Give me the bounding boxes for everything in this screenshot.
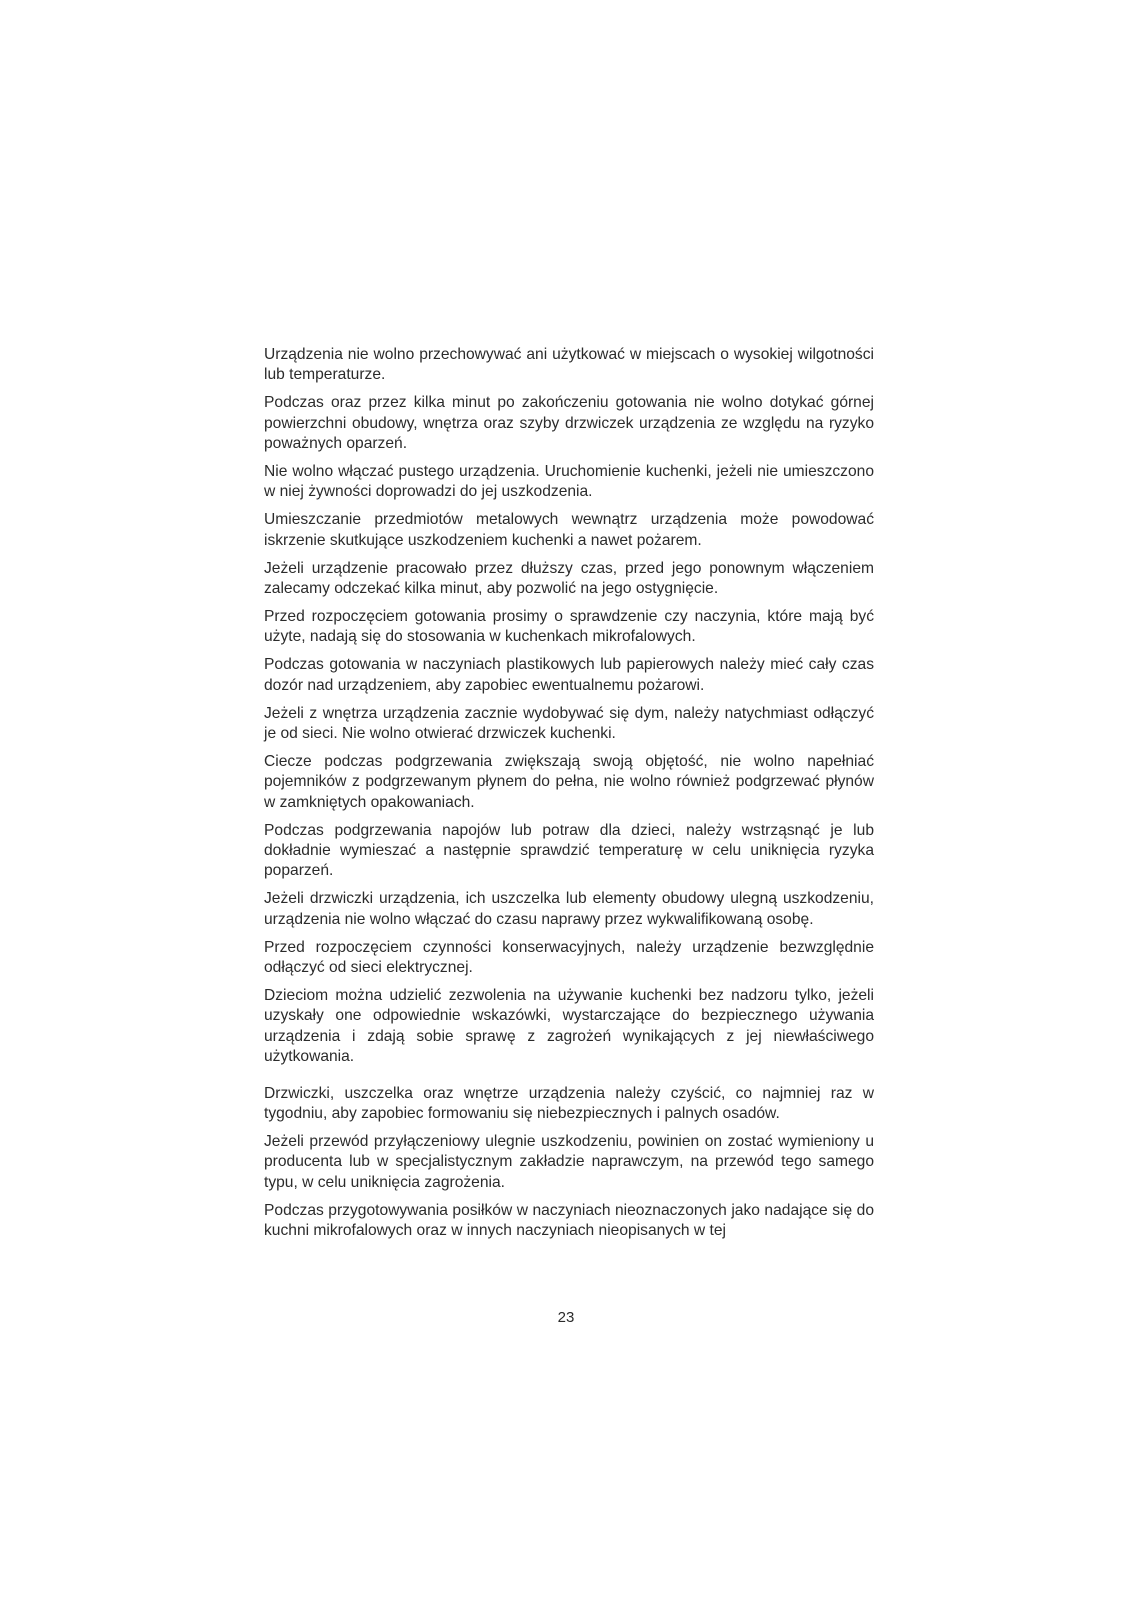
- paragraph-unmarked-cookware: Podczas przygotowywania posiłków w naczyniach nieoznaczonych jako nadające się do kuchni mikrofalowych oraz w innych naczyniach nieopisanych w tej: [264, 1201, 874, 1240]
- paragraph-baby-food-warning: Podczas podgrzewania napojów lub potraw dla dzieci, należy wstrząsnąć je lub dokładnie wymieszać a następnie sprawdzić temperaturę w celu uniknięcia ryzyka poparzeń.: [264, 821, 874, 880]
- body-text: [264, 345, 874, 1249]
- paragraph-cookware-check: Przed rozpoczęciem gotowania prosimy o sprawdzenie czy naczynia, które mają być użyte, nadają się do stosowania w kuchenkach mikrofalowych.: [264, 607, 874, 646]
- paragraph-damaged-door-warning: Jeżeli drzwiczki urządzenia, ich uszczelka lub elementy obudowy ulegną uszkodzeniu, urządzenia nie wolno włączać do czasu naprawy przez wykwalifikowaną osobę.: [264, 890, 874, 928]
- paragraph-liquid-heating-warning: Ciecze podczas podgrzewania zwiększają swoją objętość, nie wolno napełniać pojemników z podgrzewanym płynem do pełna, nie wolno również podgrzewać płynów w zamkniętych opakowaniach.: [264, 752, 874, 811]
- paragraph-smoke-warning: Jeżeli z wnętrza urządzenia zacznie wydobywać się dym, należy natychmiast odłączyć je od sieci. Nie wolno otwierać drzwiczek kuchenki.: [264, 704, 874, 742]
- paragraph-plastic-paper-supervision: Podczas gotowania w naczyniach plastikowych lub papierowych należy mieć cały czas dozór nad urządzeniem, aby zapobiec ewentualnemu pożarowi.: [264, 656, 874, 694]
- paragraph-empty-operation-warning: Nie wolno włączać pustego urządzenia. Uruchomienie kuchenki, jeżeli nie umieszczono w niej żywności doprowadzi do jej uszkodzenia.: [264, 463, 874, 501]
- paragraph-cleaning-advice: Drzwiczki, uszczelka oraz wnętrze urządzenia należy czyścić, co najmniej raz w tygodniu, aby zapobiec formowaniu się niebezpiecznych i palnych osadów.: [264, 1084, 874, 1122]
- paragraph-metal-objects-warning: Umieszczanie przedmiotów metalowych wewnątrz urządzenia może powodować iskrzenie skutkujące uszkodzeniem kuchenki a nawet pożarem.: [264, 511, 874, 549]
- paragraph-maintenance-disconnect: Przed rozpoczęciem czynności konserwacyjnych, należy urządzenie bezwzględnie odłączyć od sieci elektrycznej.: [264, 938, 874, 977]
- page-number: 23: [557, 1309, 575, 1326]
- paragraph-humidity-warning: Urządzenia nie wolno przechowywać ani użytkować w miejscach o wysokiej wilgotności lub temperaturze.: [264, 346, 874, 384]
- paragraph-power-cord-replacement: Jeżeli przewód przyłączeniowy ulegnie uszkodzeniu, powinien on zostać wymieniony u producenta lub w specjalistycznym zakładzie naprawczym, na przewód tego samego typu, w celu uniknięcia zagrożenia.: [264, 1132, 874, 1191]
- paragraph-children-supervision: Dzieciom można udzielić zezwolenia na używanie kuchenki bez nadzoru tylko, jeżeli uzyskały one odpowiednie wskazówki, wystarczające do bezpiecznego używania urządzenia i zdają sobie sprawę z zagrożeń wynikających z jej niewłaściwego użytkowania.: [264, 986, 874, 1066]
- paragraph-burn-warning: Podczas oraz przez kilka minut po zakończeniu gotowania nie wolno dotykać górnej powierzchni obudowy, wnętrza oraz szyby drzwiczek urządzenia ze względu na ryzyko poważnych oparzeń.: [264, 394, 874, 453]
- paragraph-cooldown-advice: Jeżeli urządzenie pracowało przez dłuższy czas, przed jego ponownym włączeniem zalecamy odczekać kilka minut, aby pozwolić na jego ostygnięcie.: [264, 559, 874, 598]
